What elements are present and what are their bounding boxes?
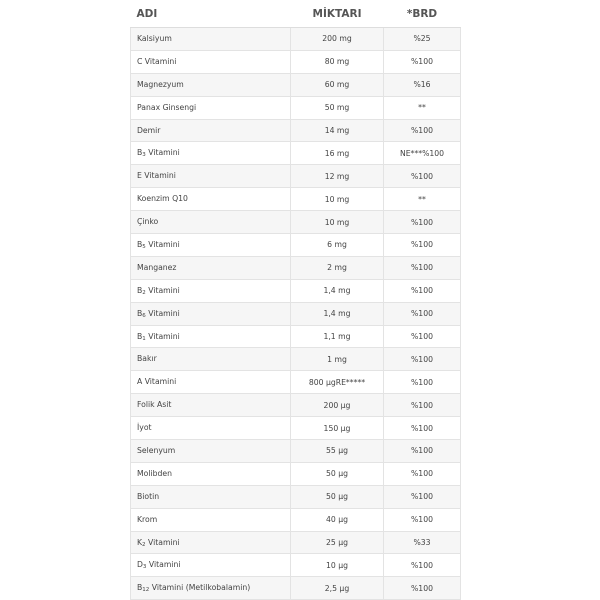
table-row: [131, 165, 461, 188]
nutrient-name: Bakır: [131, 348, 291, 371]
nutrient-name: Kalsiyum: [131, 28, 291, 51]
table-row: [131, 577, 461, 600]
nutrient-name: C Vitamini: [131, 50, 291, 73]
nutrient-name: Biotin: [131, 485, 291, 508]
nutrient-amount: 80 mg: [291, 50, 384, 73]
nutrient-name: Demir: [131, 119, 291, 142]
header-amount: MİKTARI: [291, 0, 384, 28]
header-rda: *BRD: [384, 0, 461, 28]
nutrient-amount: 50 µg: [291, 462, 384, 485]
nutrient-amount: 40 µg: [291, 508, 384, 531]
table-body: [131, 28, 461, 600]
nutrient-name: A Vitamini: [131, 371, 291, 394]
nutrient-rda: %100: [384, 462, 461, 485]
nutrient-amount: 6 mg: [291, 234, 384, 257]
nutrient-amount: 50 mg: [291, 96, 384, 119]
nutrient-amount: 12 mg: [291, 165, 384, 188]
nutrient-rda: %100: [384, 577, 461, 600]
nutrient-name: $B_2$ Vitamini: [131, 279, 291, 302]
nutrient-amount: 2,5 µg: [291, 577, 384, 600]
nutrient-rda: %100: [384, 302, 461, 325]
nutrient-rda: %100: [384, 256, 461, 279]
table-row: [131, 371, 461, 394]
table-row: [131, 28, 461, 51]
nutrient-rda: NE***%100: [384, 142, 461, 165]
table-row: [131, 73, 461, 96]
nutrient-amount: 2 mg: [291, 256, 384, 279]
nutrient-amount: 10 µg: [291, 554, 384, 577]
nutrient-rda: %100: [384, 440, 461, 463]
table-row: [131, 554, 461, 577]
nutrient-rda: %100: [384, 371, 461, 394]
nutrient-rda: %100: [384, 348, 461, 371]
nutrient-name: Çinko: [131, 211, 291, 234]
nutrient-amount: 10 mg: [291, 188, 384, 211]
table-row: [131, 188, 461, 211]
nutrient-amount: 150 µg: [291, 417, 384, 440]
nutrient-name: $B_{12}$ Vitamini (Metilkobalamin): [131, 577, 291, 600]
table-row: [131, 531, 461, 554]
table-row: [131, 394, 461, 417]
nutrient-rda: %100: [384, 325, 461, 348]
nutrient-amount: 55 µg: [291, 440, 384, 463]
table-row: [131, 211, 461, 234]
table-row: [131, 302, 461, 325]
nutrient-name: Molibden: [131, 462, 291, 485]
table-row: [131, 485, 461, 508]
nutrient-rda: %100: [384, 485, 461, 508]
nutrient-name: Selenyum: [131, 440, 291, 463]
nutrient-amount: 200 mg: [291, 28, 384, 51]
table-row: [131, 417, 461, 440]
nutrient-rda: %25: [384, 28, 461, 51]
nutrient-rda: **: [384, 96, 461, 119]
nutrient-name: Magnezyum: [131, 73, 291, 96]
table-row: [131, 142, 461, 165]
nutrient-amount: 50 µg: [291, 485, 384, 508]
table-row: [131, 50, 461, 73]
nutrient-rda: %100: [384, 119, 461, 142]
nutrient-rda: %100: [384, 417, 461, 440]
nutrient-amount: 1,4 mg: [291, 279, 384, 302]
table-row: [131, 462, 461, 485]
table-row: [131, 325, 461, 348]
header-name: ADI: [131, 0, 291, 28]
nutrient-rda: %100: [384, 165, 461, 188]
nutrient-amount: 60 mg: [291, 73, 384, 96]
nutrient-rda: %100: [384, 50, 461, 73]
nutrient-name: Krom: [131, 508, 291, 531]
nutrient-amount: 10 mg: [291, 211, 384, 234]
nutrient-name: İyot: [131, 417, 291, 440]
nutrient-name: E Vitamini: [131, 165, 291, 188]
nutrient-name: $D_3$ Vitamini: [131, 554, 291, 577]
table-header-row: [131, 0, 461, 28]
nutrient-rda: %100: [384, 234, 461, 257]
table-row: [131, 279, 461, 302]
nutrient-name: Folik Asit: [131, 394, 291, 417]
nutrient-amount: 800 µgRE*****: [291, 371, 384, 394]
nutrient-amount: 1,1 mg: [291, 325, 384, 348]
table-row: [131, 508, 461, 531]
nutrient-rda: %33: [384, 531, 461, 554]
nutrient-rda: %100: [384, 211, 461, 234]
nutrient-name: $B_3$ Vitamini: [131, 142, 291, 165]
nutrient-rda: %100: [384, 394, 461, 417]
nutrient-rda: %100: [384, 554, 461, 577]
table-row: [131, 96, 461, 119]
nutrient-amount: 25 µg: [291, 531, 384, 554]
nutrient-rda: **: [384, 188, 461, 211]
nutrient-name: Panax Ginsengi: [131, 96, 291, 119]
table-row: [131, 256, 461, 279]
nutrient-name: $B_1$ Vitamini: [131, 325, 291, 348]
table-row: [131, 119, 461, 142]
nutrient-amount: 1 mg: [291, 348, 384, 371]
nutrient-name: Koenzim Q10: [131, 188, 291, 211]
nutrient-amount: 14 mg: [291, 119, 384, 142]
nutrient-rda: %16: [384, 73, 461, 96]
nutrient-name: $B_5$ Vitamini: [131, 234, 291, 257]
table-row: [131, 440, 461, 463]
table-row: [131, 234, 461, 257]
nutrient-name: Manganez: [131, 256, 291, 279]
nutrient-table: [130, 0, 461, 600]
table-row: [131, 348, 461, 371]
nutrient-rda: %100: [384, 508, 461, 531]
nutrient-amount: 1,4 mg: [291, 302, 384, 325]
nutrient-name: $B_6$ Vitamini: [131, 302, 291, 325]
nutrient-name: $K_2$ Vitamini: [131, 531, 291, 554]
nutrient-amount: 16 mg: [291, 142, 384, 165]
nutrient-amount: 200 µg: [291, 394, 384, 417]
nutrient-rda: %100: [384, 279, 461, 302]
